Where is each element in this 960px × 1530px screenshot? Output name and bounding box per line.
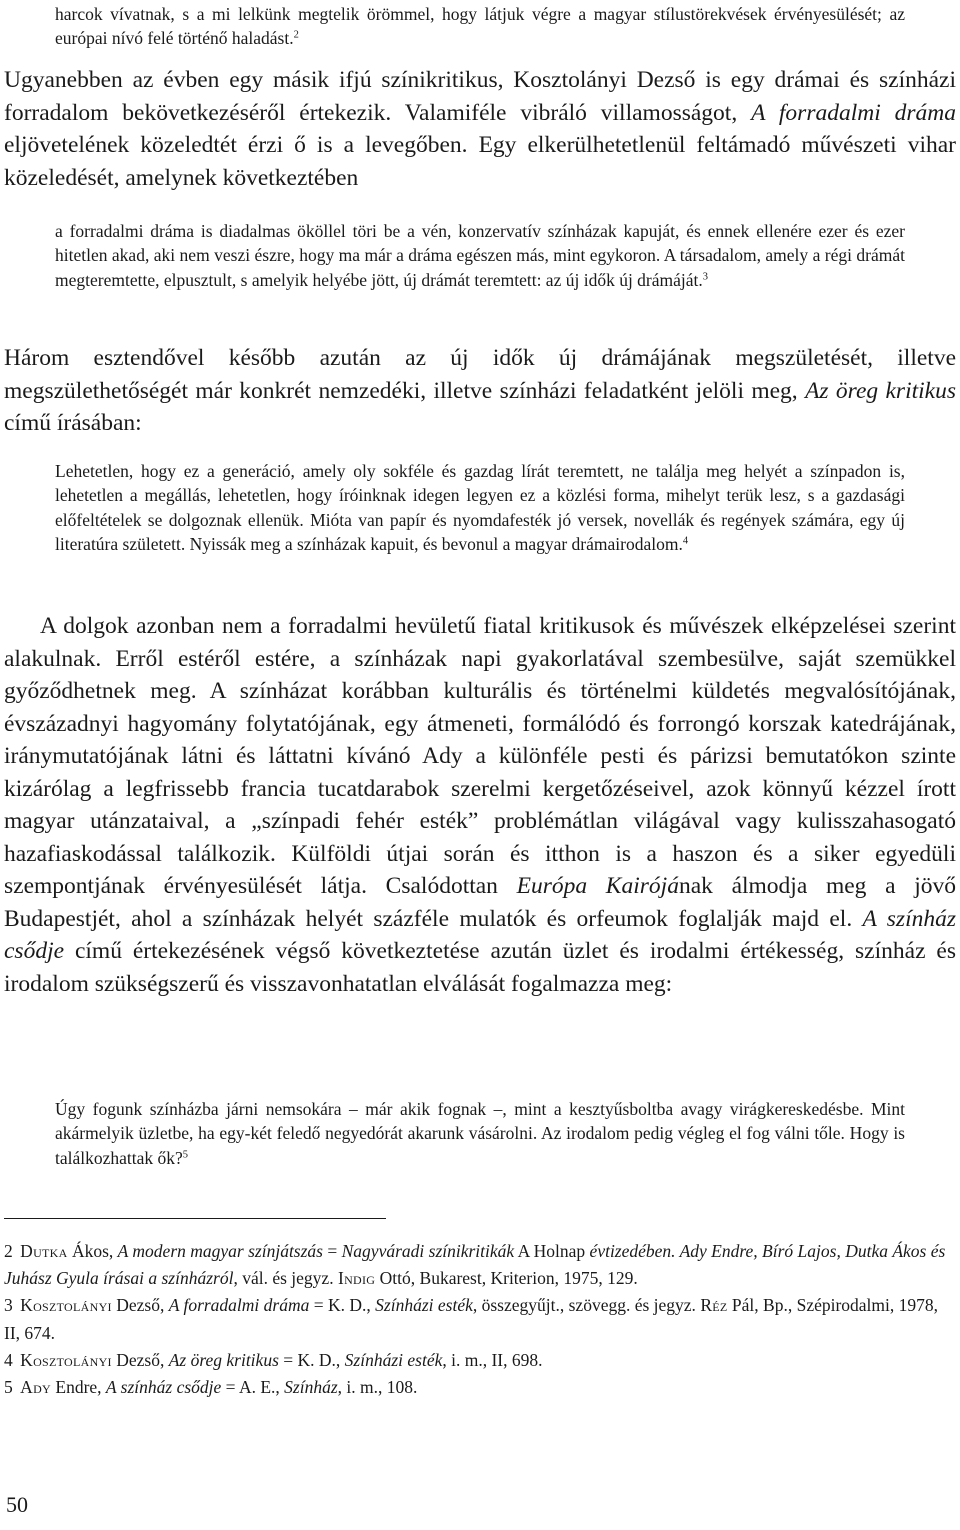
italic-text: A színház csődje [105, 1377, 222, 1398]
paragraph-dolgok-azonban [4, 610, 956, 1000]
footnote-3 [4, 1292, 956, 1346]
author-surname: Ady [20, 1377, 51, 1398]
footnote-text [20, 1377, 417, 1397]
footnote-separator [4, 1218, 386, 1219]
footnote-text [4, 1295, 938, 1342]
italic-text: Az öreg kritikus [168, 1349, 279, 1370]
footnote-ref: 2 [293, 30, 299, 42]
footnote-4 [4, 1347, 956, 1374]
text-run: , vál. és jegyz. [233, 1268, 338, 1289]
text-run: , i. m., II, 698. [442, 1349, 543, 1370]
text-run: Ákos, [67, 1241, 118, 1261]
italic-text: Színházi esték [375, 1295, 473, 1316]
text-run: Úgy fogunk színházba járni nemsokára – már akik fognak –, mint a kesztyűsboltba avagy virágkereskedésbe. Mint akármelyik üzletbe, ha egy-két feledő negyedórát akarunk vásárolni. Az irodalom pedig végleg el fog válni tőle. Hogy is találkozhattak ők? [55, 1099, 905, 1168]
quote-kosztolanyi-forradalmi-drama [55, 219, 905, 292]
text-run: harcok vívatnak, s a mi lelkünk megtelik örömmel, hogy látjuk végre a magyar stílustörekvések érvényesülését; az európai nívó felé történő haladást. [55, 4, 905, 49]
text-run: A Holnap [514, 1241, 590, 1261]
footnote-text [4, 1241, 945, 1288]
text-run: Lehetetlen, hogy ez a generáció, amely oly sokféle és gazdag lírát teremtett, ne találja meg helyét a színpadon is, lehetetlen a megállás, lehetetlen, hogy íróinknak idegen legyen ez a közlési forma, mihelyt terük lesz, s a gazdasági előfeltételek se dolgoznak ellenük. Mióta van papír és nyomdafesték jó versek, novellák és regények számára, egy új literatúra született. Nyissák meg a színházak kapuit, és bevonul a magyar drámairodalom. [55, 461, 905, 555]
author-surname: Kosztolányi [20, 1295, 112, 1316]
text-run: Pál, Bp., Szépirodalmi, 1978, II, 674. [4, 1295, 939, 1343]
author-surname: Indig [337, 1268, 376, 1289]
text-run: című írásában: [4, 410, 142, 436]
italic-text: A színház csődje [4, 905, 956, 964]
text-run: = [323, 1241, 342, 1261]
italic-text: Nagyváradi színikritikák [341, 1241, 515, 1261]
text-run: Endre, [51, 1377, 106, 1398]
text-run: Ottó, Bukarest, Kriterion, 1975, 129. [375, 1268, 638, 1289]
italic-text: Színház [284, 1377, 338, 1398]
quote-oreg-kritikus [55, 459, 905, 557]
paragraph-kosztolanyi [4, 64, 956, 194]
text-run: eljövetelének közeledtét érzi ő is a levegőben. Egy elkerülhetetlenül feltámadó művészeti vihar közeledését, amelynek következtében [4, 132, 956, 191]
quote-szinhaz-csodje [55, 1097, 905, 1170]
footnotes [4, 1238, 956, 1401]
footnote-5 [4, 1374, 956, 1401]
italic-text: Színházi esték [344, 1349, 443, 1370]
italic-text: Európa Kairójá [516, 873, 679, 899]
text-run: = A. E., [221, 1377, 285, 1398]
page-number: 50 [6, 1492, 28, 1517]
footnote-number: 5 [4, 1377, 13, 1398]
text-run: = K. D., [278, 1349, 345, 1370]
text-run: nak álmodja meg a jövő Budapestjét, ahol a színházak helyét százféle mulatók és orfeumok foglalják majd el. [4, 873, 956, 932]
text-run: Ugyanebben az évben egy másik ifjú színikritikus, Kosztolányi Dezső is egy drámai és színházi forradalom bekövetkezéséről értekezik. Valamiféle vibráló villamosságot, [4, 67, 956, 126]
footnote-2 [4, 1238, 956, 1292]
italic-text: A forradalmi dráma [168, 1295, 310, 1316]
text-run: A dolgok azonban nem a forradalmi hevületű fiatal kritikusok és művészek elképzelései szerint alakulnak. Erről estéről estére, a színházak napi gyakorlatával szembesülve, saját szemükkel győződhetnek meg. A színházat korábban kulturális és történelmi küldetés megvalósítójának, évszázadnyi hagyomány folytatójának, egy átmeneti, formálódó és forrongó korszak katedrájának, iránymutatójának látni és láttatni kívánó Ady a különféle pesti és párizsi bemutatókon szinte kizárólag a legfrissebb francia tucatdarabok szerelmi kergetőzéseivel, azok könnyű kézzel írott magyar utánzataival, a „színpadi fehér esték” problémátlan világával vagy kulisszahasogató hazafiaskodással találkozik. Külföldi útjai során és itthon is a haszon és a siker egyedüli szempontjának érvényesülését látja. Csalódottan [4, 613, 956, 899]
author-surname: Dutka [20, 1241, 68, 1261]
footnote-number: 4 [4, 1349, 13, 1370]
footnote-number: 3 [4, 1295, 13, 1316]
italic-text: Az öreg kritikus [805, 377, 956, 404]
text-run: , i. m., 108. [337, 1377, 418, 1398]
footnote-ref: 5 [182, 1149, 189, 1161]
footnote-text [20, 1350, 542, 1370]
italic-text: A modern magyar színjátszás [117, 1241, 323, 1261]
author-surname: Kosztolányi [20, 1349, 112, 1370]
footnote-number: 2 [4, 1241, 13, 1261]
italic-text: évtizedében. Ady Endre, Bíró Lajos, Dutka Ákos és Juhász Gyula írásai a színházról [4, 1241, 946, 1289]
top-quote-continuation [55, 2, 905, 51]
italic-text: A forradalmi dráma [751, 99, 956, 126]
text-run: , összegyűjt., szövegg. és jegyz. [472, 1295, 701, 1316]
footnote-ref: 3 [702, 271, 709, 283]
text-run: Három esztendővel később azután az új idők új drámájának megszületését, illetve megszülethetőségét már konkrét nemzedéki, illetve színházi feladatként jelöli meg, [4, 345, 956, 404]
author-surname: Réz [700, 1295, 728, 1316]
text-run: című értekezésének végső következtetése azután üzlet és irodalmi értékesség, színház és irodalom szükségszerű és visszavonhatatlan elválását fogalmazza meg: [4, 938, 956, 997]
text-run: Dezső, [111, 1295, 169, 1316]
footnote-ref: 4 [682, 535, 689, 547]
text-run: a forradalmi dráma is diadalmas ököllel töri be a vén, konzervatív színházak kapuját, és ennek ellenére ezer és ezer hitetlen akad, aki nem veszi észre, hogy ma már a dráma egészen más, mint egykoron. A társadalom, amely a régi drámát megteremtette, elpusztult, s amelyik helyébe jött, új drámát teremtett: az új idők új drámáját. [55, 221, 905, 290]
text-run: Dezső, [111, 1349, 169, 1370]
text-run: = K. D., [309, 1295, 376, 1316]
paragraph-harom-esztendovel [4, 342, 956, 440]
